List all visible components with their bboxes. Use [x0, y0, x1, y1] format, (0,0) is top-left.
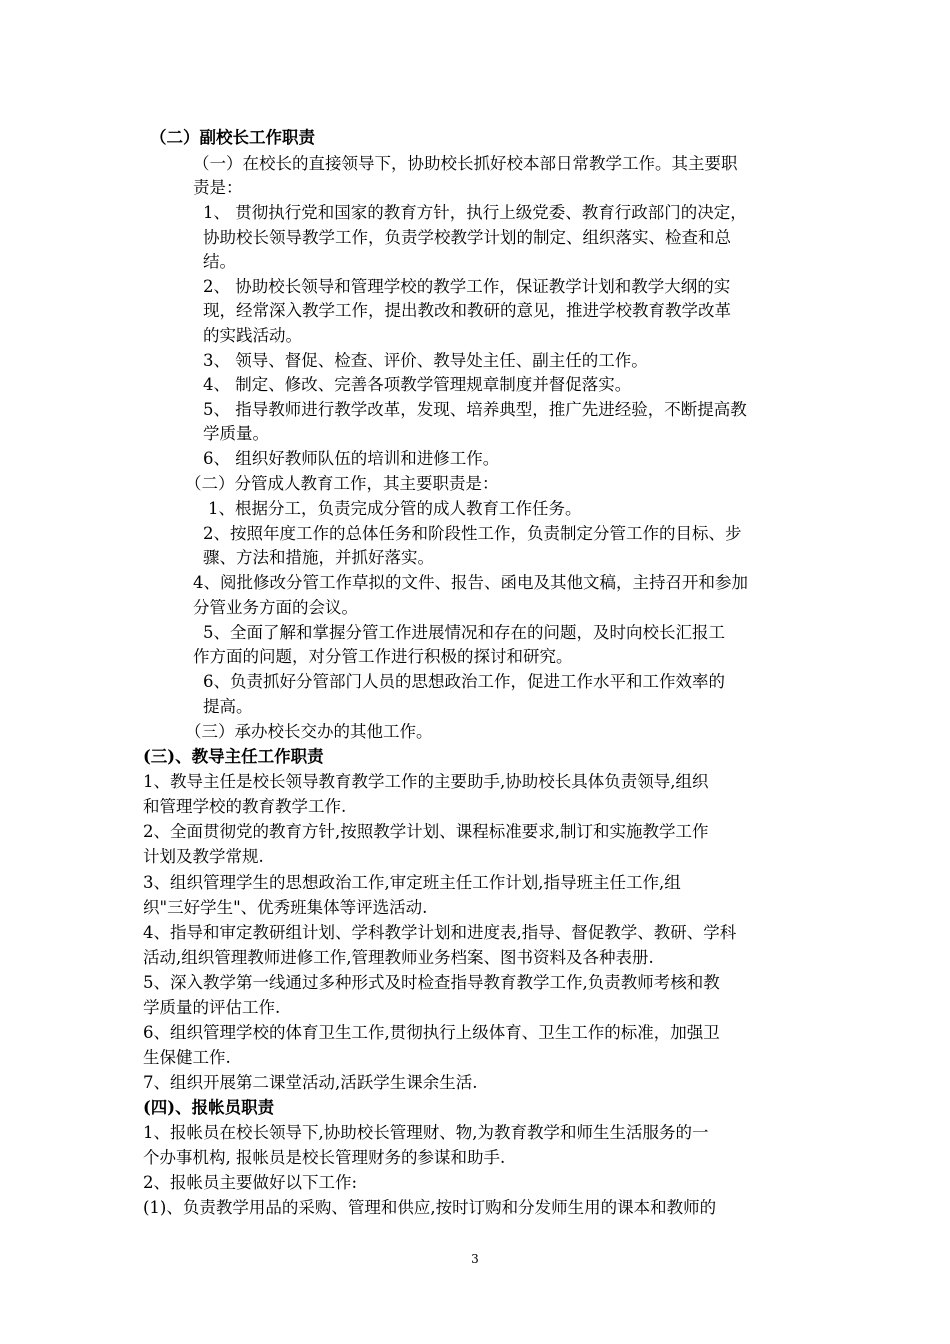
list-item-line: 提高。 [203, 697, 253, 716]
list-item-line: 织"三好学生"、优秀班集体等评选活动. [143, 898, 428, 917]
list-item-line: 结。 [203, 252, 236, 271]
list-item-line: 4、指导和审定教研组计划、学科教学计划和进度表,指导、督促教学、教研、学科 [143, 923, 737, 942]
list-item-line: 和管理学校的教育教学工作. [143, 797, 347, 816]
section-heading-vice-principal: （二）副校长工作职责 [150, 128, 315, 147]
list-item-line: 2、报帐员主要做好以下工作: [143, 1173, 358, 1192]
list-item-line: 的实践活动。 [203, 326, 302, 345]
paragraph-line: 责是： [193, 178, 243, 197]
list-item-line: 作方面的问题，对分管工作进行积极的探讨和研究。 [193, 647, 573, 666]
list-item-line: 2、全面贯彻党的教育方针,按照教学计划、课程标准要求,制订和实施教学工作 [143, 822, 709, 841]
paragraph-line: （一）在校长的直接领导下，协助校长抓好校本部日常教学工作。其主要职 [193, 154, 738, 173]
list-item-line: 6、负责抓好分管部门人员的思想政治工作，促进工作水平和工作效率的 [203, 672, 725, 691]
list-item-line: 计划及教学常规. [143, 847, 264, 866]
list-item-line: 1、教导主任是校长领导教育教学工作的主要助手,协助校长具体负责领导,组织 [143, 772, 709, 791]
list-item-line: 6、 组织好教师队伍的培训和进修工作。 [203, 449, 500, 468]
list-item-line: 5、 指导教师进行教学改革，发现、培养典型，推广先进经验，不断提高教 [203, 400, 747, 419]
list-item-line: 5、深入教学第一线通过多种形式及时检查指导教育教学工作,负责教师考核和教 [143, 973, 720, 992]
list-item-line: 4、阅批修改分管工作草拟的文件、报告、函电及其他文稿，主持召开和参加 [193, 573, 748, 592]
list-item-line: (1)、负责教学用品的采购、管理和供应,按时订购和分发师生用的课本和教师的 [143, 1198, 717, 1217]
list-item-line: 5、全面了解和掌握分管工作进展情况和存在的问题，及时向校长汇报工 [203, 623, 725, 642]
list-item-line: 3、 领导、督促、检查、评价、教导处主任、副主任的工作。 [203, 351, 648, 370]
list-item-line: 6、组织管理学校的体育卫生工作,贯彻执行上级体育、卫生工作的标准，加强卫 [143, 1023, 720, 1042]
list-item-line: 1、报帐员在校长领导下,协助校长管理财、物,为教育教学和师生生活服务的一 [143, 1123, 709, 1142]
paragraph-line: （三）承办校长交办的其他工作。 [185, 722, 433, 741]
list-item-line: 活动,组织管理教师进修工作,管理教师业务档案、图书资料及各种表册. [143, 948, 654, 967]
list-item-line: 4、 制定、修改、完善各项教学管理规章制度并督促落实。 [203, 375, 632, 394]
list-item-line: 个办事机构, 报帐员是校长管理财务的参谋和助手. [143, 1148, 506, 1167]
list-item-line: 1、 贯彻执行党和国家的教育方针，执行上级党委、教育行政部门的决定， [203, 203, 747, 222]
list-item-line: 生保健工作. [143, 1048, 231, 1067]
paragraph-line: （二）分管成人教育工作，其主要职责是： [185, 474, 499, 493]
list-item-line: 现，经常深入教学工作，提出教改和教研的意见，推进学校教育教学改革 [203, 301, 731, 320]
list-item-line: 协助校长领导教学工作，负责学校教学计划的制定、组织落实、检查和总 [203, 228, 731, 247]
section-heading-accountant: (四)、报帐员职责 [143, 1098, 275, 1117]
list-item-line: 学质量的评估工作. [143, 998, 281, 1017]
list-item-line: 骤、方法和措施，并抓好落实。 [203, 548, 434, 567]
list-item-line: 分管业务方面的会议。 [193, 598, 358, 617]
list-item-line: 3、组织管理学生的思想政治工作,审定班主任工作计划,指导班主任工作,组 [143, 873, 681, 892]
list-item-line: 7、组织开展第二课堂活动,活跃学生课余生活. [143, 1073, 478, 1092]
list-item-line: 学质量。 [203, 424, 269, 443]
list-item-line: 2、按照年度工作的总体任务和阶段性工作，负责制定分管工作的目标、步 [203, 524, 742, 543]
list-item-line: 1、根据分工，负责完成分管的成人教育工作任务。 [208, 499, 582, 518]
list-item-line: 2、 协助校长领导和管理学校的教学工作，保证教学计划和教学大纲的实 [203, 277, 731, 296]
page-number: 3 [471, 1252, 479, 1266]
section-heading-dean: (三)、教导主任工作职责 [143, 747, 324, 766]
